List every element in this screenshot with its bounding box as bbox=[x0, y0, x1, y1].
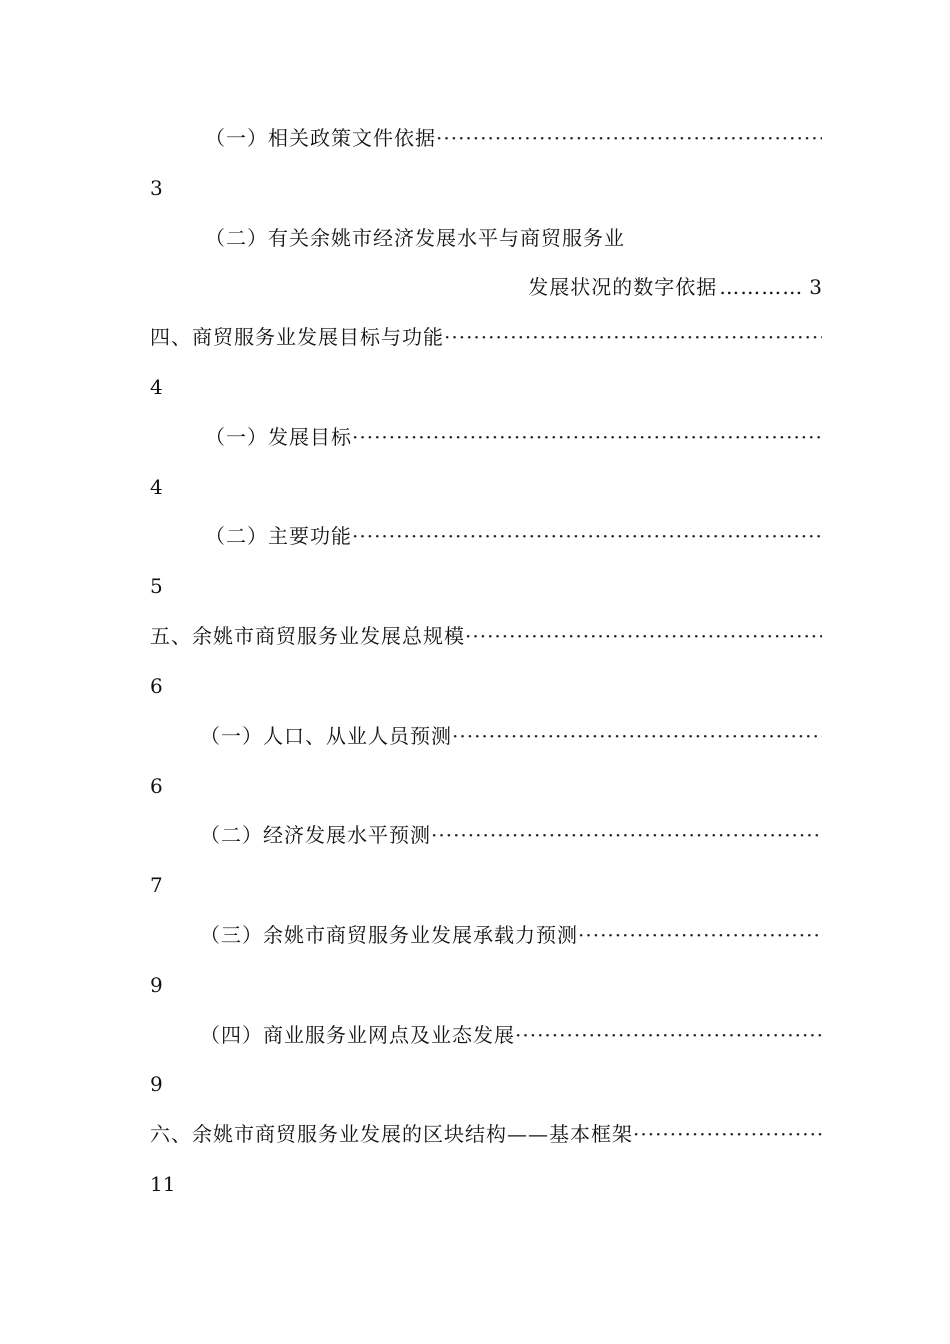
toc-entry-continuation[interactable] bbox=[480, 272, 822, 302]
toc-entry-label: 五、余姚市商贸服务业发展总规模 bbox=[150, 624, 465, 648]
toc-entry[interactable] bbox=[200, 1020, 822, 1050]
toc-entry-label: 四、商贸服务业发展目标与功能 bbox=[150, 325, 444, 349]
toc-dot-leader bbox=[444, 322, 822, 352]
toc-entry[interactable] bbox=[150, 322, 822, 352]
toc-entry[interactable] bbox=[205, 422, 822, 452]
toc-page-number: 5 bbox=[150, 574, 163, 598]
toc-entry[interactable] bbox=[200, 721, 822, 751]
toc-dot-leader: ………… bbox=[719, 275, 804, 299]
toc-entry-label-continued: 发展状况的数字依据 bbox=[528, 275, 718, 299]
toc-dot-leader bbox=[352, 422, 822, 452]
toc-dot-leader bbox=[633, 1119, 822, 1149]
toc-page-number: 11 bbox=[150, 1172, 176, 1196]
toc-entry[interactable] bbox=[205, 521, 822, 551]
toc-page-number: 3 bbox=[150, 176, 163, 200]
toc-entry-label: 六、余姚市商贸服务业发展的区块结构——基本框架 bbox=[150, 1122, 633, 1146]
toc-page-number: 3 bbox=[809, 275, 822, 299]
toc-entry[interactable] bbox=[150, 621, 822, 651]
toc-dot-leader bbox=[515, 1020, 822, 1050]
toc-page-number: 9 bbox=[150, 1072, 163, 1096]
toc-entry-label: （二）经济发展水平预测 bbox=[200, 823, 431, 847]
toc-dot-leader bbox=[352, 521, 822, 551]
toc-page-number: 6 bbox=[150, 774, 163, 798]
toc-entry-label: （三）余姚市商贸服务业发展承载力预测 bbox=[200, 923, 578, 947]
toc-page-number: 6 bbox=[150, 674, 163, 698]
toc-entry-label: （二）有关余姚市经济发展水平与商贸服务业 bbox=[205, 226, 625, 250]
toc-entry[interactable] bbox=[150, 1119, 822, 1149]
toc-page-number: 9 bbox=[150, 973, 163, 997]
toc-dot-leader bbox=[431, 820, 822, 850]
toc-entry[interactable] bbox=[205, 123, 822, 153]
toc-page-number: 4 bbox=[150, 375, 163, 399]
toc-dot-leader bbox=[452, 721, 822, 751]
toc-entry[interactable] bbox=[200, 820, 822, 850]
toc-entry-label: （一）发展目标 bbox=[205, 425, 352, 449]
toc-entry[interactable] bbox=[205, 223, 822, 253]
toc-dot-leader bbox=[465, 621, 822, 651]
toc-page-number: 7 bbox=[150, 873, 163, 897]
toc-dot-leader bbox=[436, 123, 822, 153]
toc-dot-leader bbox=[578, 920, 822, 950]
toc-entry[interactable] bbox=[200, 920, 822, 950]
toc-entry-label: （一）人口、从业人员预测 bbox=[200, 724, 452, 748]
toc-entry-label: （四）商业服务业网点及业态发展 bbox=[200, 1023, 515, 1047]
toc-entry-label: （二）主要功能 bbox=[205, 524, 352, 548]
toc-entry-label: （一）相关政策文件依据 bbox=[205, 126, 436, 150]
toc-page-number: 4 bbox=[150, 475, 163, 499]
